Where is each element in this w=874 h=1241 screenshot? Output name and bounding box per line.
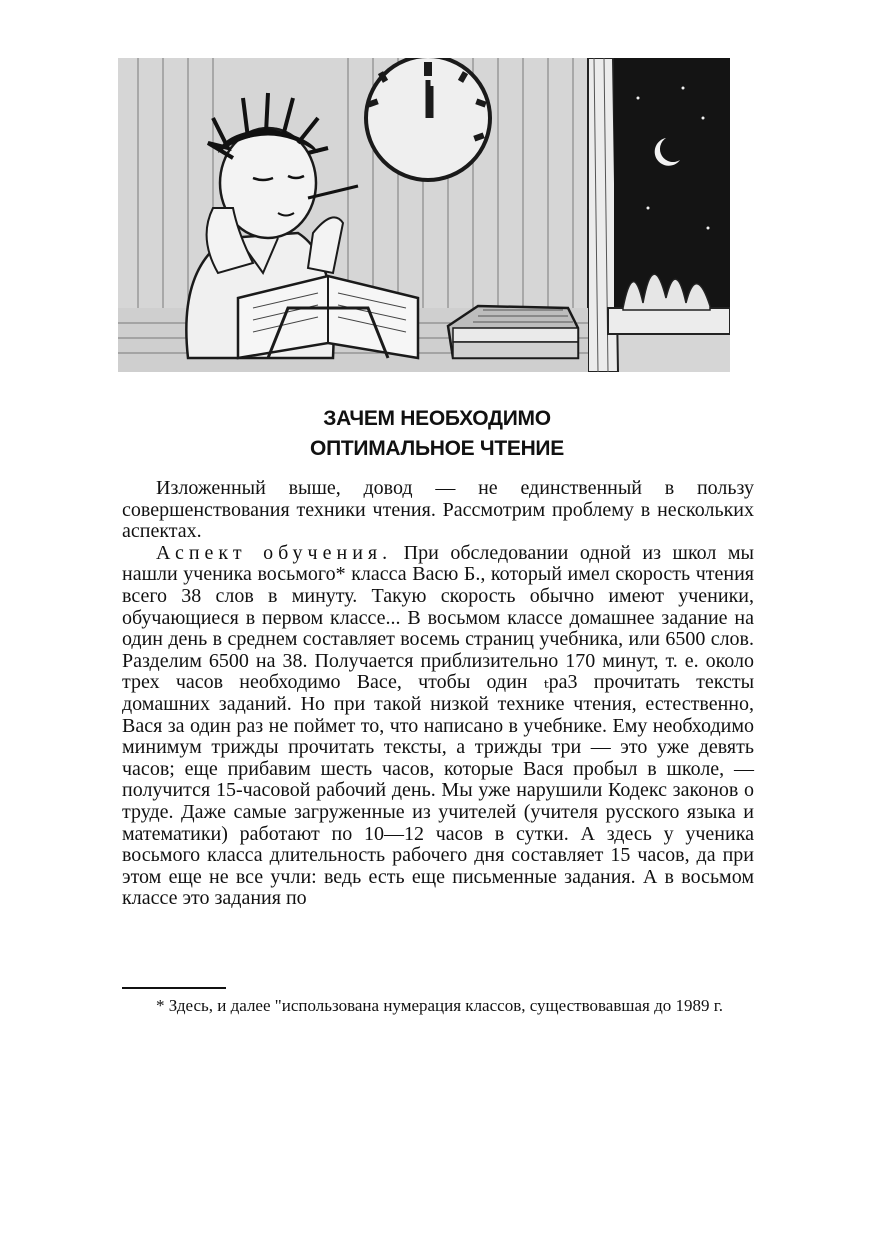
paragraph-1: Изложенный выше, довод — не единственный в пользу совершенствования техники чтения. Рассмотрим проблему в нескольких аспектах. (122, 477, 754, 543)
chapter-heading-line-1: ЗАЧЕМ НЕОБХОДИМО (323, 407, 551, 430)
footnote: * Здесь, и далее "использована нумерация классов, существовавшая до 1989 г. (156, 996, 724, 1015)
footnote-divider (122, 987, 226, 989)
wall-clock-icon (366, 58, 490, 180)
body-text (122, 478, 754, 910)
paragraph-2-lead: Аспект обучения. (156, 541, 393, 564)
paragraph-2-body: При обследовании одной из школ мы нашли ученика восьмого* класса Васю Б., который имел скорость чтения всего 38 слов в минуту. Такую скорость обычно имеют ученики, обучающиеся в первом классе... В восьмом классе домашнее задание на один день в среднем составляет восемь страниц учебника, или 6500 слов. Разделим 6500 на 38. Получается приблизительно 170 минут, т. е. около трех часов необходимо Васе, чтобы один ₜpa3 прочитать тексты домашних заданий. Но при такой низкой технике чтения, естественно, Вася за один раз не поймет то, что написано в учебнике. Ему необходимо минимум трижды прочитать тексты, а трижды три — это уже девять часов; еще прибавим шесть часов, которые Вася пробыл в школе, — получится 15-часовой рабочий день. Мы уже нарушили Кодекс законов о труде. Даже самые загруженные из учителей (учителя русского языка и математики) работают по 10—12 часов в сутки. А здесь у ученика восьмого класса длительность рабочего дня составляет 15 часов, да при этом еще не все учли: ведь есть еще письменные задания. А в восьмом классе это задания по (122, 541, 754, 910)
chapter-heading (0, 404, 874, 464)
illustration-boy-reading (118, 58, 730, 372)
chapter-heading-line-2: ОПТИМАЛЬНОЕ ЧТЕНИЕ (310, 437, 564, 460)
paragraph-2 (122, 543, 754, 910)
